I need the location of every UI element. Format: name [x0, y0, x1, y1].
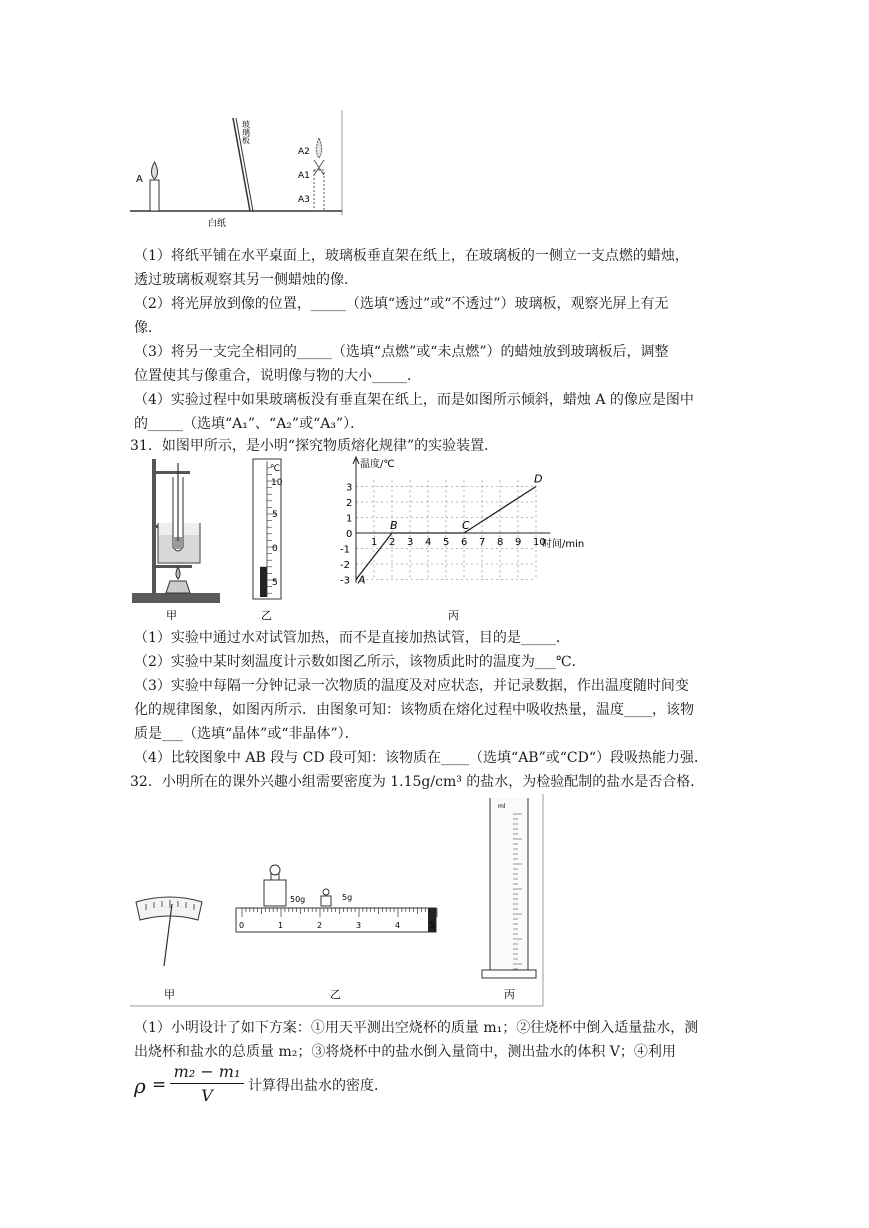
- q30-item-1-cont: 透过玻璃板观察其另一侧蜡烛的像．: [134, 272, 358, 288]
- q30-item-2: （2）将光屏放到像的位置，_____（选填“透过”或“不透过”）玻璃板，观察光屏上有无: [134, 296, 669, 312]
- weight-50g: 50g: [290, 895, 306, 904]
- thermometer-tick-5: 5: [272, 510, 278, 520]
- image-label-a3: A3: [298, 195, 310, 205]
- candle-label: A: [136, 174, 143, 185]
- caption-bing-32: 丙: [504, 988, 515, 1001]
- q30-item-3: （3）将另一支完全相同的_____（选填“点燃”或“未点燃”）的蜡烛放到玻璃板后，调整: [134, 344, 669, 360]
- thermometer-tick-10: 10: [271, 478, 283, 488]
- q31-item-1: （1）实验中通过水对试管加热，而不是直接加热试管，目的是_____．: [134, 630, 570, 646]
- heating-apparatus-figure: [130, 455, 230, 623]
- q31-item-3-cont2: 质是___（选填“晶体”或“非晶体”）．: [134, 726, 359, 742]
- q31-item-3: （3）实验中每隔一分钟记录一次物质的温度及对应状态，并记录数据，作出温度随时间变: [134, 678, 689, 694]
- q32-item-1: （1）小明设计了如下方案：①用天平测出空烧杯的质量 m₁；②往烧杯中倒入适量盐水，测: [134, 1020, 699, 1036]
- thermometer-column: [260, 567, 267, 597]
- balance-and-cylinder-figure: [130, 794, 545, 1008]
- chart-point-label-A: A: [358, 573, 366, 587]
- chart-y-tick-label: -1: [340, 544, 350, 556]
- temperature-time-chart: [330, 455, 600, 623]
- q31-item-2: （2）实验中某时刻温度计示数如图乙所示，该物质此时的温度为___℃．: [134, 654, 586, 670]
- chart-x-tick-label: 1: [371, 537, 378, 548]
- scale-tick-2: 2: [317, 921, 323, 930]
- cylinder-unit: ml: [498, 803, 506, 810]
- mirror-experiment-figure: [130, 110, 345, 232]
- chart-point-label-B: B: [390, 519, 398, 532]
- formula-rho: ρ: [134, 1074, 146, 1098]
- scale-tick-5: 5: [430, 921, 436, 930]
- chart-y-tick-label: 1: [346, 513, 353, 525]
- chart-y-tick-label: 2: [346, 498, 353, 509]
- chart-x-tick-label: 3: [407, 537, 414, 548]
- formula-numerator: m₂ − m₁: [170, 1062, 244, 1084]
- chart-x-tick-label: 2: [389, 537, 396, 548]
- caption-bing-31: 丙: [448, 609, 459, 622]
- chart-y-tick-label: 3: [346, 482, 353, 494]
- chart-ylabel: 温度/℃: [360, 459, 395, 470]
- chart-x-tick-label: 7: [479, 537, 486, 548]
- caption-yi-31: 乙: [261, 609, 272, 622]
- chart-y-tick-label: -2: [340, 560, 350, 571]
- image-label-a2: A2: [298, 147, 310, 157]
- q31-item-3-cont: 化的规律图象，如图丙所示．由图象可知：该物质在熔化过程中吸收热量，温度____，该物: [134, 702, 694, 718]
- q31-item-4: （4）比较图象中 AB 段与 CD 段可知：该物质在____（选填“AB”或“CD“）段吸热能力强．: [134, 750, 709, 766]
- q30-item-4-cont: 的_____（选填“A₁”、“A₂”或“A₃”）．: [134, 416, 365, 432]
- q32-item-1-cont: 出烧杯和盐水的总质量 m₂；③将烧杯中的盐水倒入量筒中，测出盐水的体积 V；④利用: [134, 1044, 676, 1060]
- chart-point-label-C: C: [462, 519, 470, 532]
- q32-title: 32．小明所在的课外兴趣小组需要密度为 1.15g/cm³ 的盐水，为检验配制的盐水是否合格．: [130, 774, 705, 790]
- weight-5g: 5g: [342, 893, 353, 902]
- chart-x-tick-label: 8: [497, 537, 504, 548]
- q31-title: 31．如图甲所示，是小明“探究物质熔化规律”的实验装置．: [130, 438, 499, 454]
- scale-tick-0: 0: [239, 921, 245, 930]
- formula-equals: =: [152, 1075, 167, 1095]
- scale-tick-1: 1: [278, 921, 284, 930]
- density-formula: [134, 1062, 734, 1112]
- chart-point-label-D: D: [534, 472, 543, 486]
- chart-y-tick-label: 0: [346, 529, 353, 540]
- chart-x-tick-label: 5: [443, 537, 450, 548]
- chart-x-tick-label: 6: [461, 537, 468, 548]
- thermometer-tick-0: 0: [272, 544, 278, 554]
- chart-x-tick-label: 10: [533, 537, 546, 548]
- formula-denominator: V: [201, 1086, 213, 1105]
- scale-tick-4: 4: [395, 921, 401, 930]
- chart-xlabel: 时间/min: [542, 539, 585, 550]
- chart-x-tick-label: 4: [425, 537, 432, 548]
- thermometer-figure: [245, 455, 305, 623]
- thermometer-unit: ℃: [270, 464, 281, 474]
- formula-fraction: [170, 1062, 244, 1105]
- caption-jia-32: 甲: [164, 988, 175, 1001]
- scale-tick-3: 3: [356, 921, 362, 930]
- q30-item-1: （1）将纸平铺在水平桌面上，玻璃板垂直架在纸上，在玻璃板的一侧立一支点燃的蜡烛，: [134, 248, 689, 264]
- glass-label: 玻璃板: [241, 120, 251, 144]
- caption-yi-32: 乙: [330, 988, 341, 1001]
- q30-item-2-cont: 像．: [134, 320, 162, 336]
- caption-jia-31: 甲: [166, 609, 177, 622]
- q30-item-4: （4）实验过程中如果玻璃板没有垂直架在纸上，而是如图所示倾斜，蜡烛 A 的像应是图中: [134, 392, 694, 408]
- paper-label: 白纸: [208, 219, 227, 229]
- thermometer-tick-minus5: 5: [272, 578, 278, 588]
- q30-item-3-cont: 位置使其与像重合，说明像与物的大小_____．: [134, 368, 421, 384]
- chart-y-tick-label: -3: [340, 575, 350, 587]
- chart-x-tick-label: 9: [515, 537, 522, 548]
- image-label-a1: A1: [298, 171, 310, 181]
- formula-after-text: 计算得出盐水的密度．: [248, 1078, 388, 1094]
